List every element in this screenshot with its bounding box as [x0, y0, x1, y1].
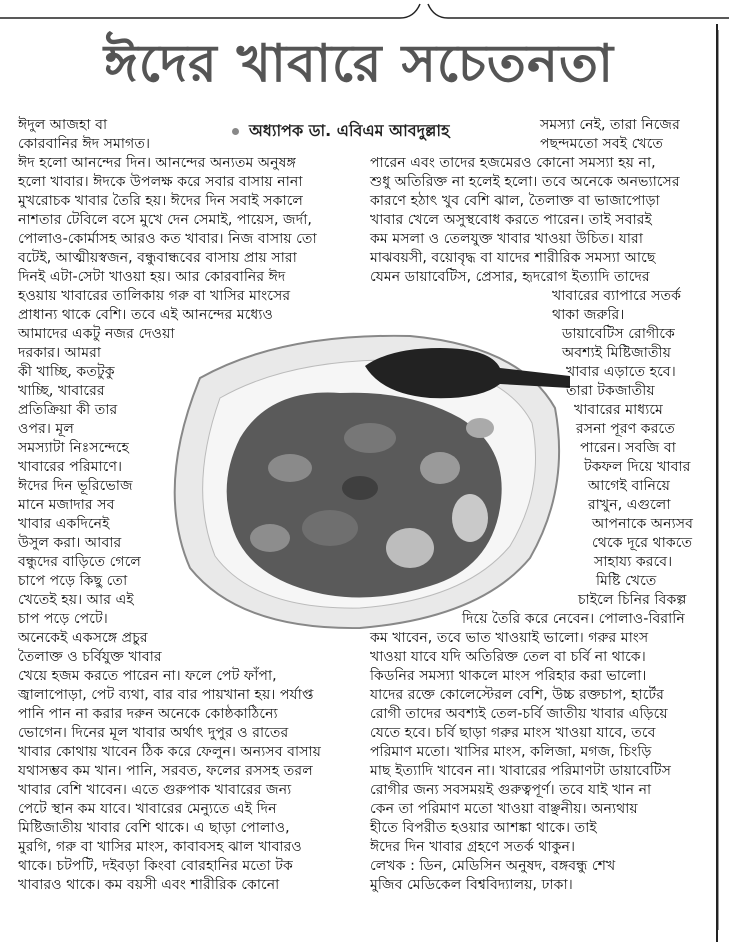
- body-text-line: নাশতার টেবিলে বসে মুখে দেন সেমাই, পায়েস, জর্দা,: [18, 212, 312, 228]
- body-text-line: খাওয়া যাবে যদি অতিরিক্ত তেল বা চর্বি না থাকে।: [370, 649, 646, 665]
- body-text-line: রসনা পূরণ করতে: [576, 421, 675, 437]
- body-text-line: পরিমাণ মতো। খাসির মাংস, কলিজা, মগজ, চিংড়ি: [370, 744, 652, 760]
- body-text-line: পেটে স্থান কম যাবে। খাবারের মেন্যুতে এই দিন: [18, 801, 277, 817]
- body-text-line: মুজিব মেডিকেল বিশ্ববিদ্যালয়, ঢাকা।: [370, 877, 573, 893]
- body-text-line: খাবারের পরিমাণে।: [18, 459, 123, 475]
- body-text-line: শুধু অতিরিক্ত না হলেই হলো। তবে অনেকে অনভ্যাসের: [370, 174, 680, 190]
- byline: [232, 118, 449, 145]
- body-text-line: হীতে বিপরীত হওয়ার আশঙ্কা থাকে। তাই: [370, 820, 597, 836]
- body-text-line: হওয়ায় খাবারের তালিকায় গরু বা খাসির মাংসের: [18, 288, 291, 304]
- body-text-line: দরকার। আমরা: [18, 345, 102, 361]
- body-text-line: ঈদের দিন খাবার গ্রহণে সতর্ক থাকুন।: [370, 839, 576, 855]
- bullet-icon: [232, 128, 239, 135]
- body-text-line: তারা টকজাতীয়: [566, 383, 655, 399]
- body-text-line: মিষ্টি খেতে: [596, 573, 657, 589]
- body-text-line: চাইলে চিনির বিকল্প: [578, 592, 687, 608]
- body-text-line: সমস্যাটা নিঃসন্দেহে: [18, 440, 129, 456]
- body-text-line: যেতে হবে। চর্বি ছাড়া গরুর মাংস খাওয়া যাবে, তবে: [370, 725, 656, 741]
- body-text-line: রোগী তাদের অবশ্যই তেল-চর্বি জাতীয় খাবার এড়িয়ে: [370, 706, 668, 722]
- body-text-line: মুখরোচক খাবার তৈরি হয়। ঈদের দিন সবাই সকালে: [18, 193, 303, 209]
- body-text-line: আমাদের একটু নজর দেওয়া: [18, 326, 175, 342]
- body-text-line: ঈদ হলো আনন্দের দিন। আনন্দের অন্যতম অনুষঙ্গ: [18, 155, 296, 171]
- right-margin-rule: [718, 30, 729, 930]
- body-text-line: দিয়ে তৈরি করে নেবেন। পোলাও-বিরানি: [462, 611, 685, 627]
- body-text-line: খাবার এড়াতে হবে।: [566, 364, 676, 380]
- body-text-line: চাপ পড়ে পেটে।: [18, 611, 108, 627]
- body-text-line: বন্ধুদের বাড়িতে গেলে: [18, 554, 141, 570]
- food-photo: [160, 318, 570, 640]
- body-text-line: রোগীর জন্য সবসময়ই গুরুত্বপূর্ণ। তবে যাই খান না: [370, 782, 652, 798]
- body-text-line: দিনই এটা-সেটা খাওয়া হয়। আর কোরবানির ঈদ: [18, 269, 286, 285]
- body-text-line: কেন তা পরিমাণ মতো খাওয়া বাঞ্ছনীয়। অন্যথায়: [370, 801, 638, 817]
- body-text-line: মুরগি, গরু বা খাসির মাংস, কাবাবসহ ঝাল খাবারও: [18, 839, 302, 855]
- body-text-line: খাবারের মাধ্যমে: [574, 402, 663, 418]
- body-text-line: মাছ ইত্যাদি খাবেন না। খাবারের পরিমাণটা ডায়াবেটিস: [370, 763, 672, 779]
- body-text-line: পারেন এবং তাদের হজমেরও কোনো সমস্যা হয় না,: [370, 155, 656, 171]
- body-text-line: খেয়ে হজম করতে পারেন না। ফলে পেট ফাঁপা,: [18, 668, 277, 684]
- body-text-line: খাবার কোথায় খাবেন ঠিক করে ফেলুন। অন্যসব বাসায়: [18, 744, 321, 760]
- body-text-line: বটেই, আত্মীয়স্বজন, বন্ধুবান্ধবের বাসায় প্রায় সারা: [18, 250, 297, 266]
- body-text-line: কী খাচ্ছি, কতটুকু: [18, 364, 115, 380]
- body-text-line: ঈদুল আজহা বা: [18, 117, 108, 133]
- body-text-line: চাপে পড়ে কিছু তো: [18, 573, 128, 589]
- body-text-line: ডায়াবেটিস রোগীকে: [562, 326, 675, 342]
- body-text-line: খেতেই হয়। আর এই: [18, 592, 134, 608]
- body-text-line: খাবারও থাকে। কম বয়সী এবং শারীরিক কোনো: [18, 877, 280, 893]
- body-text-line: খাবারের ব্যাপারে সতর্ক: [552, 288, 682, 304]
- body-text-line: থেকে দূরে থাকতে: [592, 535, 693, 551]
- body-text-line: প্রতিক্রিয়া কী তার: [18, 402, 118, 418]
- body-text-line: পানি পান না করার দরুন অনেকে কোষ্ঠকাঠিন্যে: [18, 706, 278, 722]
- body-text-line: খাচ্ছি, খাবারের: [18, 383, 105, 399]
- body-text-line: তৈলাক্ত ও চর্বিযুক্ত খাবার: [18, 649, 162, 665]
- body-text-line: থাকা জরুরি।: [552, 307, 625, 323]
- body-text-line: অনেকেই একসঙ্গে প্রচুর: [18, 630, 148, 646]
- body-text-line: টকফল দিয়ে খাবার: [584, 459, 691, 475]
- body-text-line: থাকে। চটপটি, দইবড়া কিংবা বোরহানির মতো টক: [18, 858, 293, 874]
- body-text-line: মানে মজাদার সব: [18, 497, 115, 513]
- body-text-line: প্রাধান্য থাকে বেশি। তবে এই আনন্দের মধ্যেও: [18, 307, 273, 323]
- body-text-line: আপনাকে অন্যসব: [592, 516, 694, 532]
- body-text-line: ঈদের দিন ভূরিভোজ: [18, 478, 133, 494]
- body-text-line: লেখক : ডিন, মেডিসিন অনুষদ, বঙ্গবন্ধু শেখ: [370, 858, 616, 874]
- body-text-line: সাহায্য করবে।: [594, 554, 673, 570]
- body-text-line: মাঝবয়সী, বয়োবৃদ্ধ বা যাদের শারীরিক সমস্যা আছে: [370, 250, 656, 266]
- body-text-line: সমস্যা নেই, তারা নিজের: [540, 117, 680, 133]
- body-text-line: ওপর। মূল: [18, 421, 74, 437]
- body-text-line: মিষ্টিজাতীয় খাবার বেশি থাকে। এ ছাড়া পোলাও,: [18, 820, 290, 836]
- body-text-line: কোরবানির ঈদ সমাগত।: [18, 136, 151, 152]
- body-text-line: আগেই বানিয়ে: [588, 478, 671, 494]
- body-text-line: পছন্দমতো সবই খেতে: [540, 136, 664, 152]
- body-text-line: কিডনির সমস্যা থাকলে মাংস পরিহার করা ভালো।: [370, 668, 647, 684]
- body-text-line: হলো খাবার। ঈদকে উপলক্ষ করে সবার বাসায় নানা: [18, 174, 303, 190]
- body-text-line: রাখুন, এগুলো: [588, 497, 671, 513]
- body-text-line: যথাসম্ভব কম খান। পানি, সরবত, ফলের রসসহ তরল: [18, 763, 313, 779]
- headline: ঈদের খাবারে সচেতনতা: [103, 33, 615, 94]
- body-text-line: কম খাবেন, তবে ভাত খাওয়াই ভালো। গরুর মাংস: [370, 630, 649, 646]
- body-text-line: জ্বালাপোড়া, পেট ব্যথা, বার বার পায়খানা হয়। পর্যাপ্ত: [18, 687, 314, 703]
- body-text-line: খাবার বেশি খাবেন। এতে গুরুপাক খাবারের জন্য: [18, 782, 292, 798]
- body-text-line: খাবার খেলে অসুস্থবোধ করতে পারেন। তাই সবারই: [370, 212, 652, 228]
- author-name: অধ্যাপক ডা. এবিএম আবদুল্লাহ: [249, 121, 450, 140]
- body-text-line: খাবার একদিনেই: [18, 516, 110, 532]
- body-text-line: অবশ্যই মিষ্টিজাতীয়: [562, 345, 671, 361]
- body-text-line: কারণে হঠাৎ খুব বেশি ঝাল, তৈলাক্ত বা ভাজাপোড়া: [370, 193, 660, 209]
- body-text-line: পারেন। সবজি বা: [580, 440, 676, 456]
- body-text-line: পোলাও-কোর্মাসহ আরও কত খাবার। নিজ বাসায় তো: [18, 231, 317, 247]
- body-text-line: যেমন ডায়াবেটিস, প্রেসার, হৃদরোগ ইত্যাদি তাদের: [370, 269, 650, 285]
- body-text-line: কম মসলা ও তেলযুক্ত খাবার খাওয়া উচিত। যারা: [370, 231, 643, 247]
- body-text-line: যাদের রক্তে কোলেস্টেরল বেশি, উচ্চ রক্তচাপ, হার্টের: [370, 687, 664, 703]
- body-text-line: ভোগেন। দিনের মূল খাবার অর্থাৎ দুপুর ও রাতের: [18, 725, 289, 741]
- body-text-line: উসুল করা। আবার: [18, 535, 122, 551]
- top-decoration: [0, 0, 729, 22]
